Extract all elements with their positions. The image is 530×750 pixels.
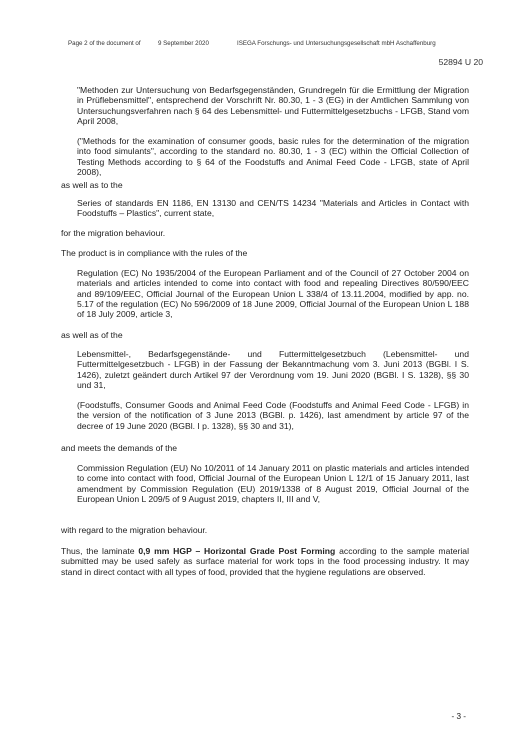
header-organization: ISEGA Forschungs- und Untersuchungsgesellschaft mbH Aschaffenburg <box>237 40 436 47</box>
conclusion-text-start: Thus, the laminate <box>61 546 139 556</box>
paragraph-conclusion <box>61 546 469 577</box>
paragraph-regulation-1935: Regulation (EC) No 1935/2004 of the European Parliament and of the Council of 27 October 2004 on materials and articles intended to come into contact with food and repealing Directives 80/590/EEC and 89/109/EEC, Official Journal of the European Union L 338/4 of 13.11.2004, modified by app. no. 5.17 of the regulation (EC) No 596/2009 of 18 June 2009, Official Journal of the European Union L 188 of 18 July 2009, article 3, <box>77 268 469 320</box>
page-number: - 3 - <box>451 712 466 721</box>
paragraph-meets-demands: and meets the demands of the <box>61 443 178 453</box>
paragraph-compliance-intro: The product is in compliance with the rules of the <box>61 248 248 258</box>
paragraph-as-well-as: as well as to the <box>61 180 123 190</box>
header-page-of: Page 2 of the document of <box>68 40 141 47</box>
paragraph-migration-regard: with regard to the migration behaviour. <box>61 525 208 535</box>
product-name: 0,9 mm HGP – Horizontal Grade Post Forming <box>138 546 336 556</box>
header-date: 9 September 2020 <box>158 40 209 47</box>
paragraph-methods-german: "Methoden zur Untersuchung von Bedarfsgegenständen, Grundregeln für die Ermittlung der Migration in Prüflebensmittel", entsprechend der Vorschrift Nr. 80.30, 1 - 3 (EG) in der Amtlichen Sammlung von Untersuchungsverfahren nach § 64 des Lebensmittel- und Futtermittelgesetzbuchs - LFGB, Stand vom April 2008, <box>77 85 469 126</box>
paragraph-regulation-10-2011: Commission Regulation (EU) No 10/2011 of 14 January 2011 on plastic materials and articles intended to come into contact with food, Official Journal of the European Union L 12/1 of 15 January 2011, last amendment by Commission Regulation (EU) 2019/1338 of 8 August 2019, Official Journal of the European Union L 209/5 of 9 August 2019, chapters II, III and V, <box>77 463 469 504</box>
conclusion-text-end: according to the sample material submitted may be used safely as surface material for work tops in the food processing industry. It may stand in direct contact with all types of food, provided that the hygiene regulations are observed. <box>61 546 469 577</box>
paragraph-migration-behaviour: for the migration behaviour. <box>61 228 166 238</box>
paragraph-as-well-as-of: as well as of the <box>61 330 123 340</box>
paragraph-lfgb-german: Lebensmittel-, Bedarfsgegenstände- und Futtermittelgesetzbuch (Lebensmittel- und Futtermittelgesetzbuch - LFGB) in der Fassung der Bekanntmachung vom 3. Juni 2013 (BGBl. I S. 1426), zuletzt geändert durch Artikel 97 der Verordnung vom 19. Juni 2020 (BGBl. I S. 1328), §§ 30 und 31, <box>77 349 469 390</box>
paragraph-methods-english: ("Methods for the examination of consumer goods, basic rules for the determination of the migration into food simulants", according to the standard no. 80.30, 1 - 3 (EC) within the Official Collection of Testing Methods according to § 64 of the Foodstuffs and Animal Feed Code - LFGB, state of April 2008), <box>77 136 469 177</box>
paragraph-standards-series: Series of standards EN 1186, EN 13130 and CEN/TS 14234 "Materials and Articles in Contact with Foodstuffs – Plastics", current state, <box>77 198 469 219</box>
document-number: 52894 U 20 <box>438 57 483 67</box>
paragraph-lfgb-english: (Foodstuffs, Consumer Goods and Animal Feed Code (Foodstuffs and Animal Feed Code - LFGB) in the version of the notification of 3 June 2013 (BGBl. p. 1426), last amendment by article 97 of the decree of 19 June 2020 (BGBl. I p. 1328), §§ 30 and 31), <box>77 400 469 431</box>
